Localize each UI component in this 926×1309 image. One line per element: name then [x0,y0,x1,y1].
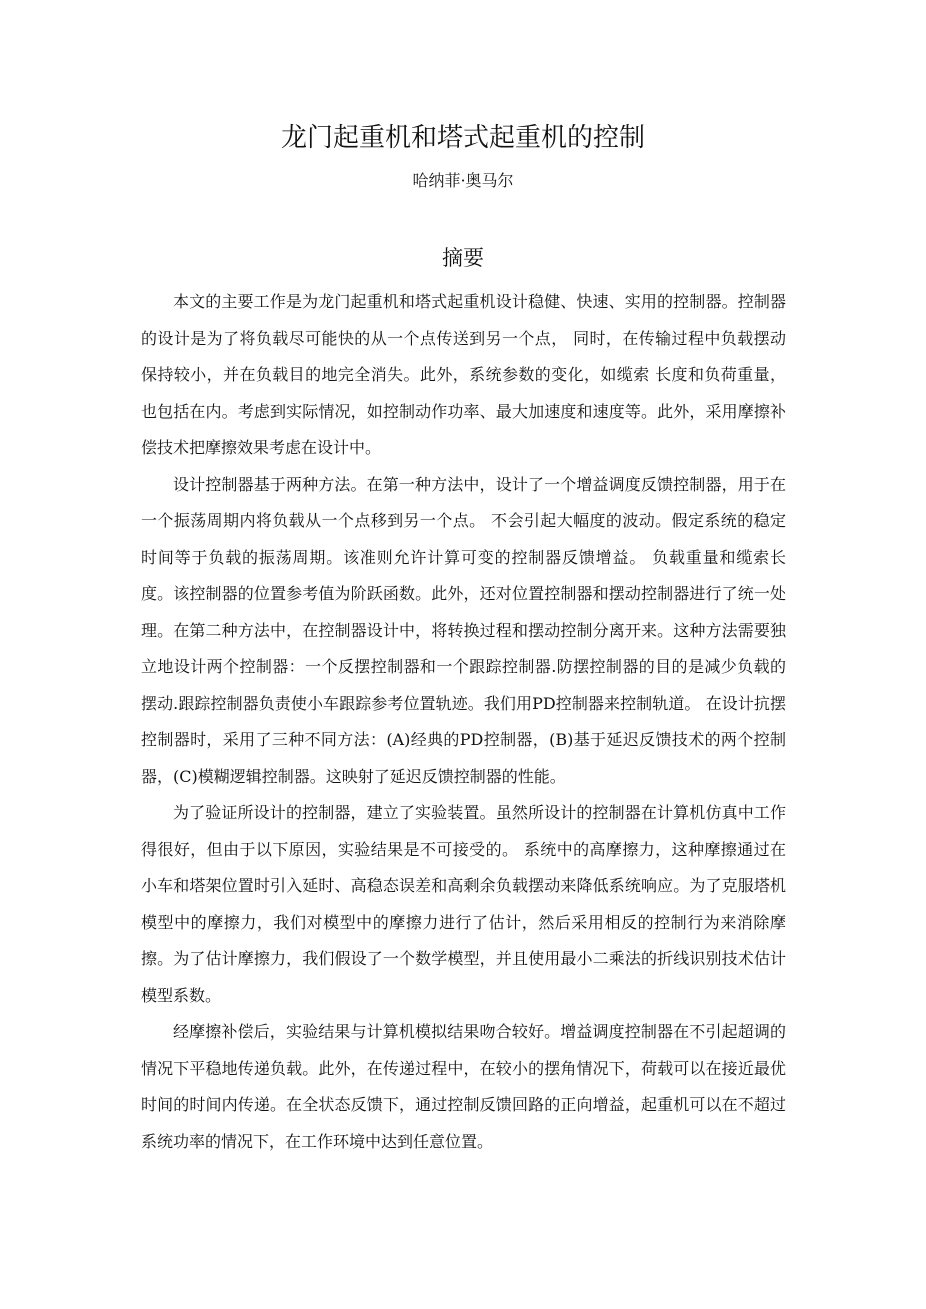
abstract-paragraph-1: 本文的主要工作是为龙门起重机和塔式起重机设计稳健、快速、实用的控制器。控制器的设计是为了将负载尽可能快的从一个点传送到另一个点， 同时，在传输过程中负载摆动保持较小，并在负载目的地完全消失。此外，系统参数的变化，如缆索 长度和负荷重量，也包括在内。考虑到实际情况，如控制动作功率、最大加速度和速度等。此外，采用摩擦补偿技术把摩擦效果考虑在设计中。 [141,292,786,457]
author-name: 哈纳菲·奥马尔 [412,171,514,190]
abstract-paragraph-2: 设计控制器基于两种方法。在第一种方法中，设计了一个增益调度反馈控制器，用于在一个振荡周期内将负载从一个点移到另一个点。 不会引起大幅度的波动。假定系统的稳定时间等于负载的振荡周期。该准则允许计算可变的控制器反馈增益。 负载重量和缆索长度。该控制器的位置参考值为阶跃函数。此外，还对位置控制器和摆动控制器进行了统一处理。在第二种方法中，在控制器设计中，将转换过程和摆动控制分离开来。这种方法需要独立地设计两个控制器：一个反摆控制器和一个跟踪控制器.防摆控制器的目的是减少负载的摆动.跟踪控制器负责使小车跟踪参考位置轨迹。我们用PD控制器来控制轨道。 在设计抗摆控制器时，采用了三种不同方法：(A)经典的PD控制器，(B)基于延迟反馈技术的两个控制器，(C)模糊逻辑控制器。这映射了延迟反馈控制器的性能。 [141,474,786,786]
abstract-heading: 摘要 [442,246,484,270]
abstract-paragraph-3: 为了验证所设计的控制器，建立了实验装置。虽然所设计的控制器在计算机仿真中工作得很好，但由于以下原因，实验结果是不可接受的。 系统中的高摩擦力，这种摩擦通过在小车和塔架位置时引入延时、高稳态误差和高剩余负载摆动来降低系统响应。为了克服塔机模型中的摩擦力，我们对模型中的摩擦力进行了估计，然后采用相反的控制行为来消除摩擦。为了估计摩擦力，我们假设了一个数学模型，并且使用最小二乘法的折线识别技术估计模型系数。 [141,803,786,1005]
document-title: 龙门起重机和塔式起重机的控制 [280,123,645,153]
abstract-paragraph-4: 经摩擦补偿后，实验结果与计算机模拟结果吻合较好。增益调度控制器在不引起超调的情况下平稳地传递负载。此外，在传递过程中，在较小的摆角情况下，荷载可以在接近最优时间的时间内传递。在全状态反馈下，通过控制反馈回路的正向增益，起重机可以在不超过系统功率的情况下，在工作环境中达到任意位置。 [141,1022,786,1151]
abstract-body [141,284,786,1160]
